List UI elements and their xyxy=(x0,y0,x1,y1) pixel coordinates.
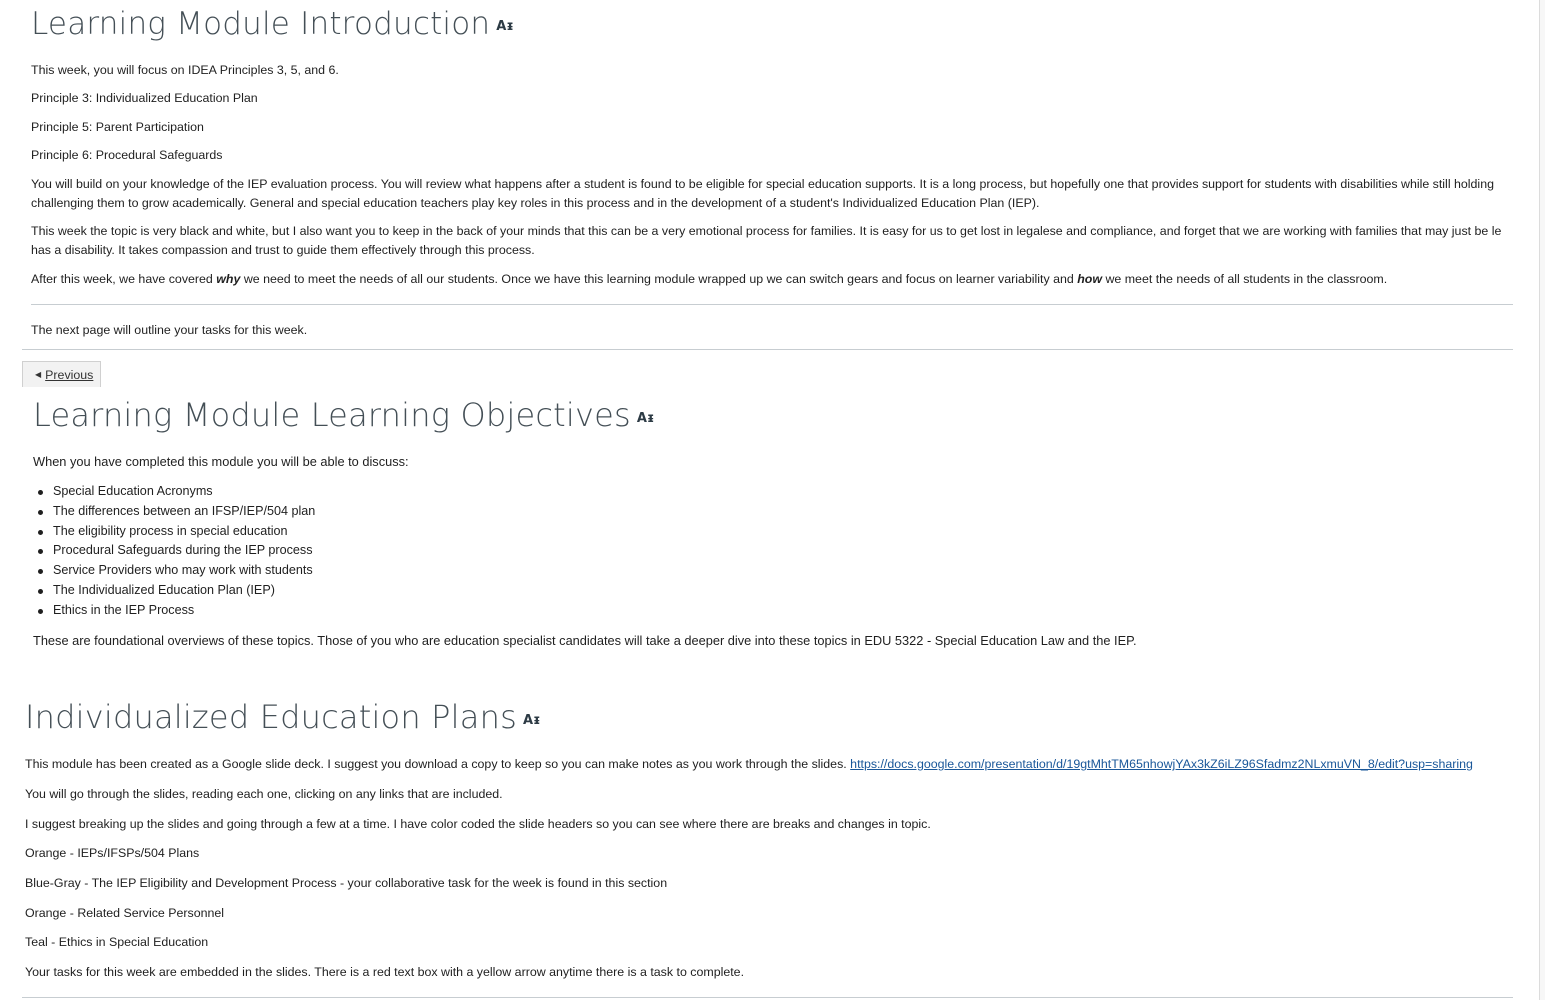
intro-para3 xyxy=(31,271,1387,287)
iep-line6: Orange - Related Service Personnel xyxy=(25,906,225,920)
iep-line8: Your tasks for this week are embedded in the slides. There is a red text box with a yellow arrow anytime there is a task to complete. xyxy=(25,965,745,979)
iep-line2: You will go through the slides, reading each one, clicking on any links that are included. xyxy=(25,787,503,801)
objectives-title xyxy=(33,396,654,434)
intro-title-text: Learning Module Introduction xyxy=(31,6,491,42)
principle-6: Principle 6: Procedural Safeguards xyxy=(31,148,223,162)
iep-line7: Teal - Ethics in Special Education xyxy=(25,935,209,949)
immersive-reader-icon[interactable]: Aᵻ xyxy=(496,19,514,34)
iep-title-text: Individualized Education Plans xyxy=(25,698,517,736)
iep-title xyxy=(25,698,541,736)
intro-line1: This week, you will focus on IDEA Principles 3, 5, and 6. xyxy=(31,63,339,77)
objective-item: The eligibility process in special education xyxy=(32,524,315,544)
objective-item: The Individualized Education Plan (IEP) xyxy=(32,583,315,603)
slide-deck-link[interactable]: https://docs.google.com/presentation/d/19gtMhtTM65nhowjYAx3kZ6iLZ96Sfadmz2NLxmuVN_8/edit?usp=sharing xyxy=(850,757,1473,771)
intro-para3-a: After this week, we have covered xyxy=(31,272,217,286)
intro-para2 xyxy=(31,223,1513,258)
iep-line3: I suggest breaking up the slides and going through a few at a time. I have color coded the slide headers so you can see where there are breaks and changes in topic. xyxy=(25,817,931,831)
objective-item: The differences between an IFSP/IEP/504 plan xyxy=(32,504,315,524)
intro-divider-2 xyxy=(22,349,1513,350)
intro-next-page: The next page will outline your tasks for this week. xyxy=(31,323,308,337)
iep-line1 xyxy=(25,756,1513,772)
iep-line5: Blue-Gray - The IEP Eligibility and Development Process - your collaborative task for the week is found in this section xyxy=(25,876,668,890)
intro-divider-1 xyxy=(31,304,1513,305)
previous-arrow-icon: ◀ xyxy=(35,370,42,379)
principle-3: Principle 3: Individualized Education Plan xyxy=(31,91,258,105)
intro-para1-line1: You will build on your knowledge of the IEP evaluation process. You will review what happens after a student is found to be eligible for special education supports. It is a long process, but hopefully one that provides support for students with disabilities while still holding xyxy=(31,177,1494,191)
principle-5: Principle 5: Parent Participation xyxy=(31,120,204,134)
objective-item: Service Providers who may work with students xyxy=(32,563,315,583)
immersive-reader-icon[interactable]: Aᵻ xyxy=(522,713,541,728)
intro-para3-why: why xyxy=(216,272,241,286)
iep-divider xyxy=(22,997,1513,998)
objective-item: Procedural Safeguards during the IEP process xyxy=(32,543,315,563)
page-scrollbar[interactable] xyxy=(1539,0,1545,1000)
previous-button[interactable] xyxy=(22,361,101,387)
objectives-title-text: Learning Module Learning Objectives xyxy=(33,396,631,434)
immersive-reader-icon[interactable]: Aᵻ xyxy=(636,411,655,426)
objectives-list xyxy=(32,484,315,623)
previous-label[interactable]: Previous xyxy=(45,367,94,382)
intro-para2-line1: This week the topic is very black and white, but I also want you to keep in the back of your minds that this can be a very emotional process for families. It is easy for us to get lost in legalese and compliance, and forget that we are working with families that may just be le xyxy=(31,224,1502,238)
objectives-footer: These are foundational overviews of these topics. Those of you who are education specialist candidates will take a deeper dive into these topics in EDU 5322 - Special Education Law and the IEP. xyxy=(33,633,1137,648)
iep-line1-text: This module has been created as a Google slide deck. I suggest you download a copy to keep so you can make notes as you work through the slides. xyxy=(25,757,851,771)
intro-para1-line2: challenging them to grow academically. General and special education teachers play key roles in this process and in the development of a student's Individualized Education Plan (IEP). xyxy=(31,196,1040,210)
intro-para3-b: we need to meet the needs of all our students. Once we have this learning module wrapped up we can switch gears and focus on learner variability and xyxy=(240,272,1078,286)
iep-line4: Orange - IEPs/IFSPs/504 Plans xyxy=(25,846,200,860)
intro-para1 xyxy=(31,176,1513,211)
objective-item: Ethics in the IEP Process xyxy=(32,603,315,623)
intro-para3-c: we meet the needs of all students in the classroom. xyxy=(1102,272,1388,286)
intro-title xyxy=(31,6,514,42)
intro-para3-how: how xyxy=(1077,272,1103,286)
objectives-intro: When you have completed this module you will be able to discuss: xyxy=(33,454,409,469)
intro-para2-line2: has a disability. It takes compassion and trust to guide them effectively through this process. xyxy=(31,243,535,257)
objective-item: Special Education Acronyms xyxy=(32,484,315,504)
